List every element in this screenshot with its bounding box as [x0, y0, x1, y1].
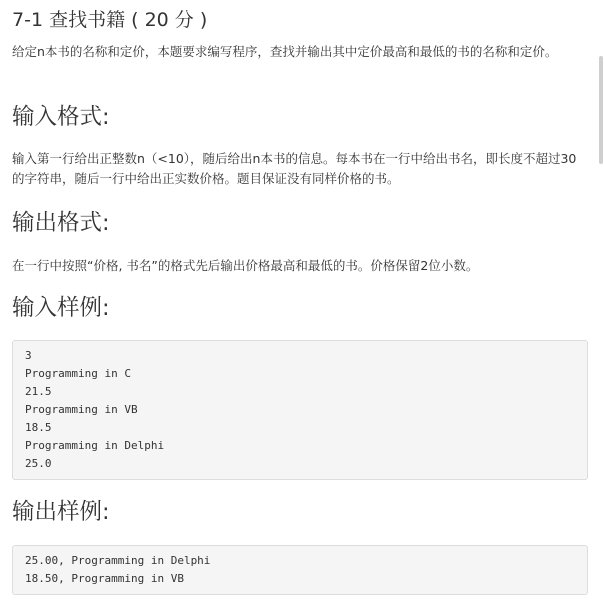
sample-input-code-block[interactable] — [12, 340, 588, 480]
problem-description: 给定n本书的名称和定价，本题要求编写程序，查找并输出其中定价最高和最低的书的名称和定价。 — [12, 44, 558, 59]
sample-output-heading: 输出样例: — [12, 499, 110, 525]
code-line: 18.50, Programming in VB — [25, 572, 184, 585]
problem-title: 7-1 查找书籍 ( 20 分 ) — [12, 9, 208, 31]
output-format-heading: 输出格式: — [12, 210, 110, 236]
code-line: Programming in VB — [25, 403, 138, 416]
code-line: 3 — [25, 349, 32, 362]
code-line: 21.5 — [25, 385, 52, 398]
sample-input-heading: 输入样例: — [12, 295, 110, 321]
scrollbar-track[interactable] — [598, 0, 604, 606]
code-line: 18.5 — [25, 421, 52, 434]
scrollbar-thumb[interactable] — [599, 56, 603, 164]
input-format-text: 输入第一行给出正整数n（<10），随后给出n本书的信息。每本书在一行中给出书名，即长度不超过30的字符串，随后一行中给出正实数价格。题目保证没有同样价格的书。 — [12, 151, 577, 186]
sample-output-code-block[interactable] — [12, 545, 588, 595]
code-line: Programming in C — [25, 367, 131, 380]
code-line: 25.0 — [25, 457, 52, 470]
code-line: Programming in Delphi — [25, 439, 165, 452]
output-format-text: 在一行中按照“价格, 书名”的格式先后输出价格最高和最低的书。价格保留2位小数。 — [12, 258, 479, 273]
code-line: 25.00, Programming in Delphi — [25, 554, 211, 567]
input-format-heading: 输入格式: — [12, 104, 110, 130]
